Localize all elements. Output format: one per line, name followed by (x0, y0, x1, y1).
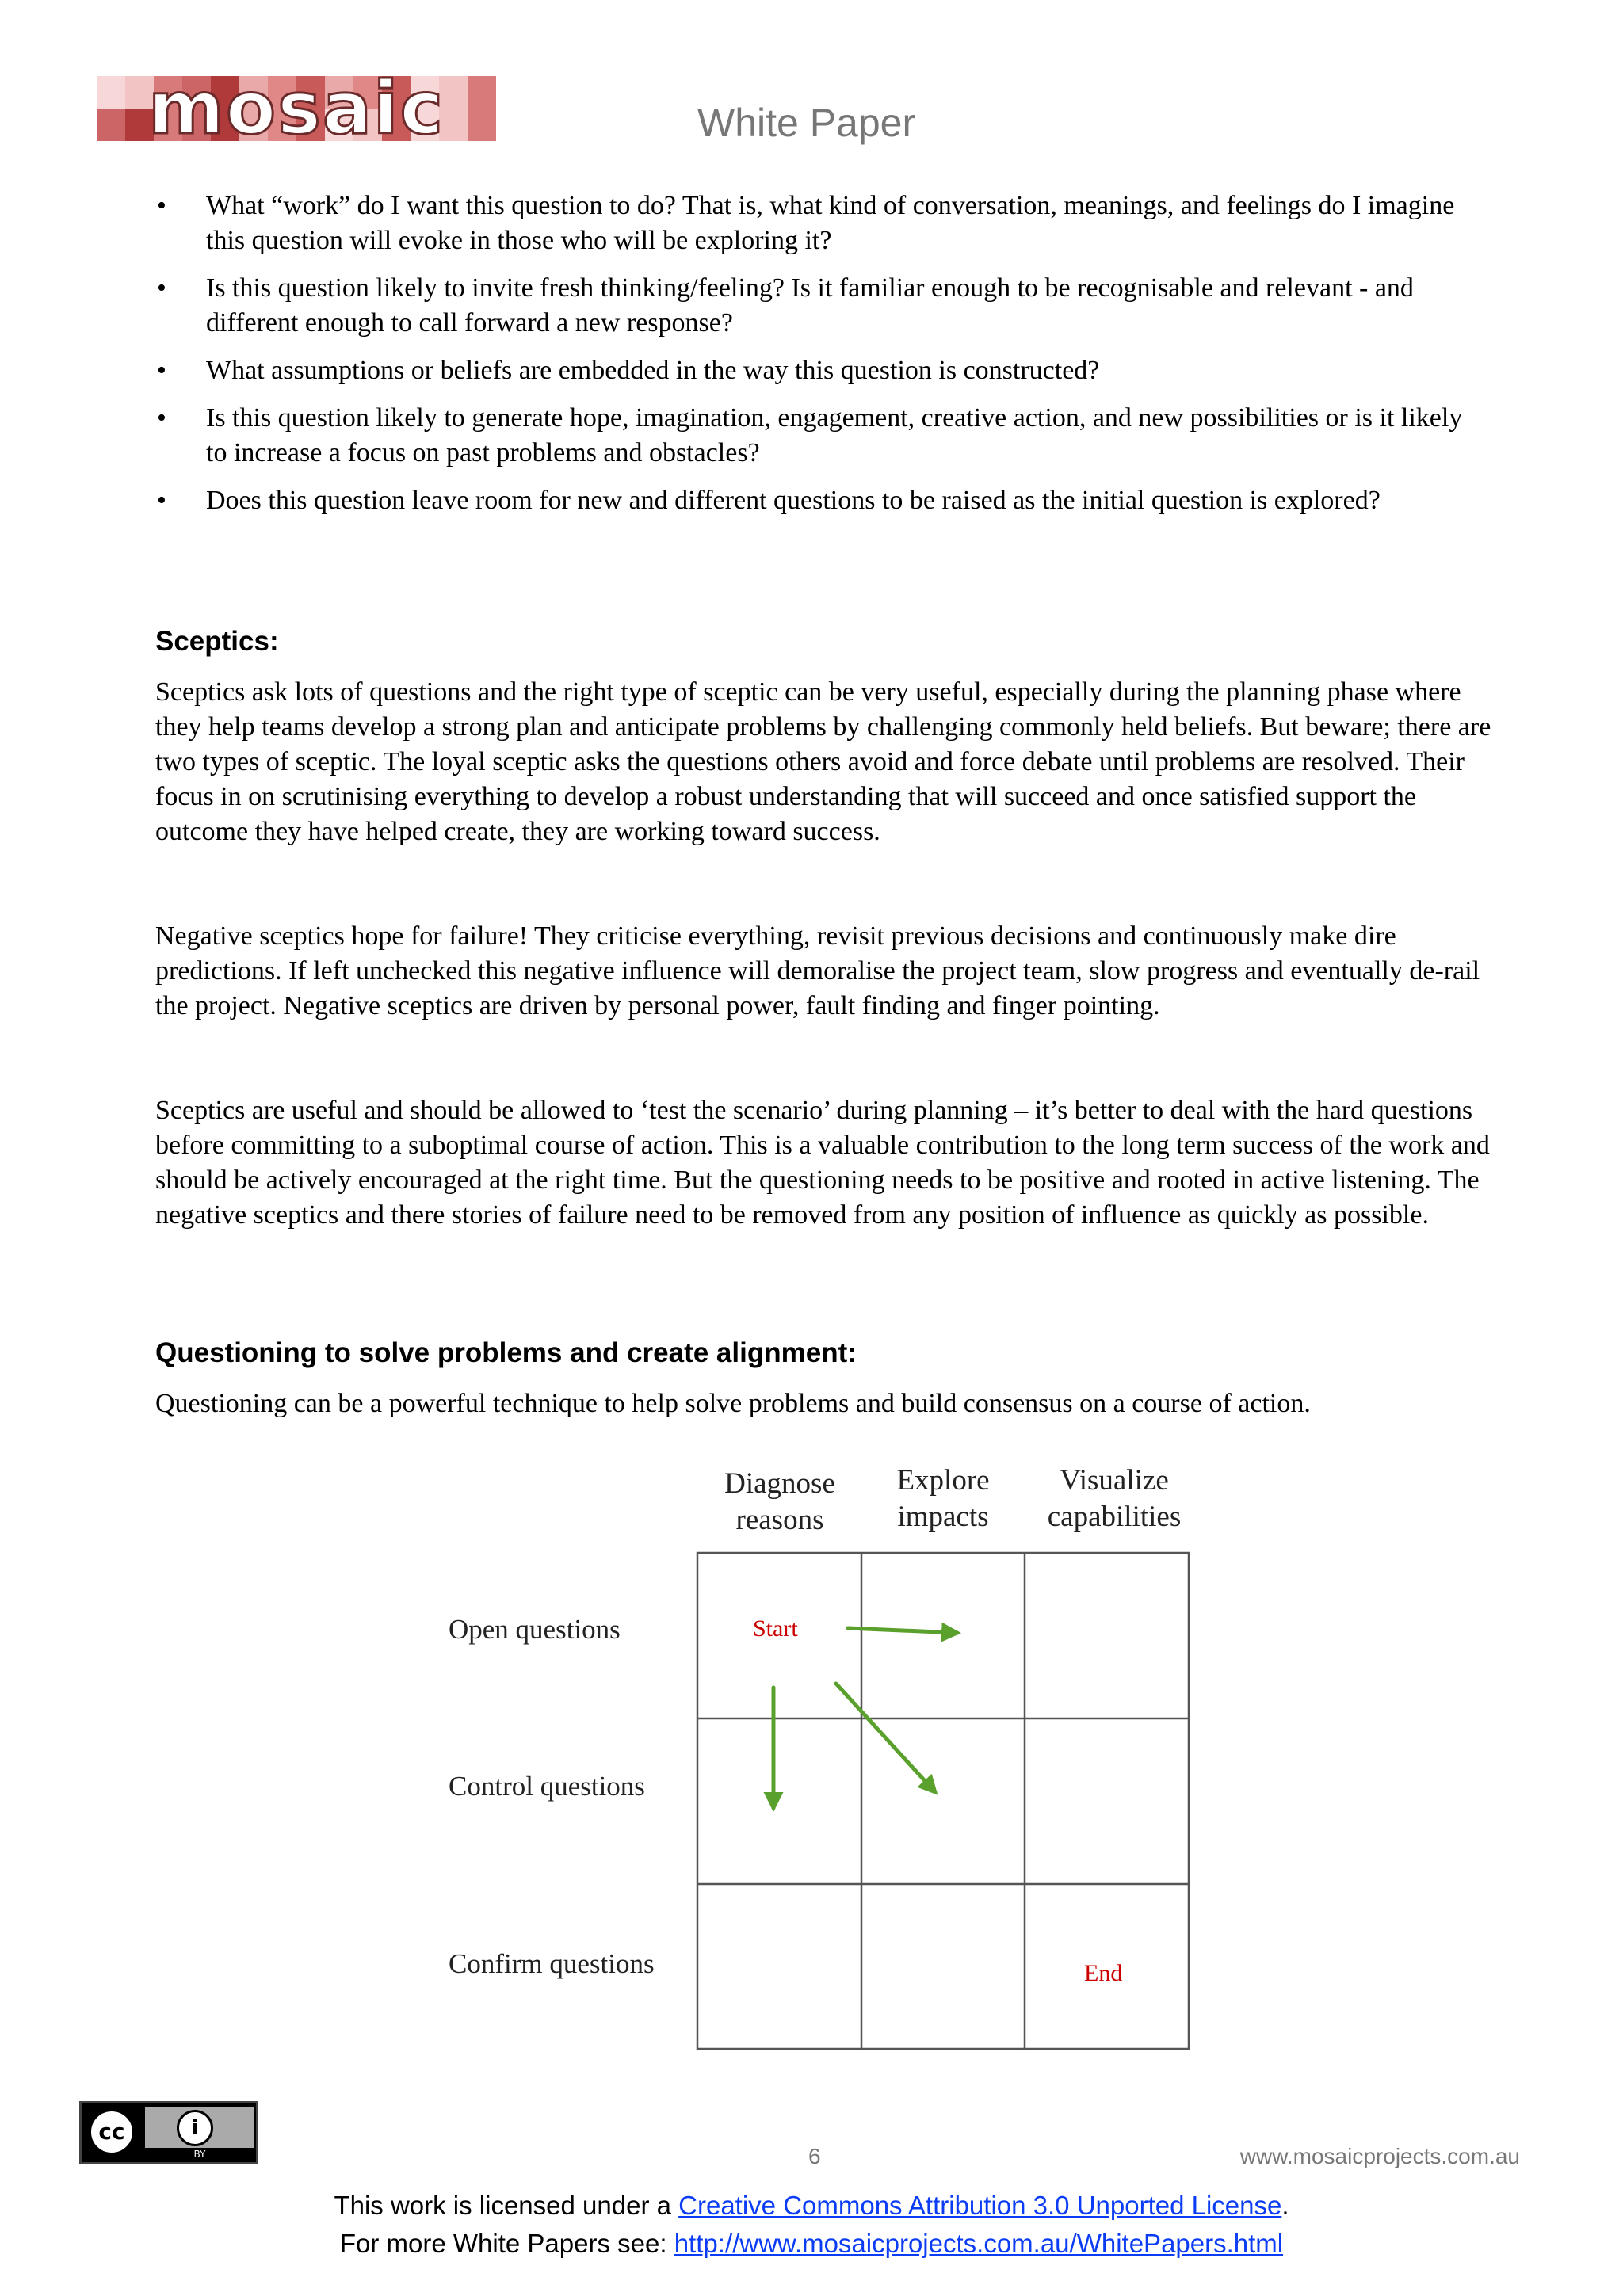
attribution-icon: i (177, 2110, 213, 2146)
column-header-impacts: impacts (897, 1501, 989, 1533)
column-header-explore: Explore (896, 1464, 990, 1497)
list-item: • Is this question likely to generate hope, imagination, engagement, creative action, and new possibilities or is it likely to increase a focus on past problems and obstacles? (206, 401, 1490, 471)
license-line: This work is licensed under a Creative Commons Attribution 3.0 Unported License. (334, 2191, 1289, 2220)
document-type-label: White Paper (697, 101, 916, 145)
row-label-control: Control questions (449, 1771, 645, 1802)
bullet-icon: • (157, 356, 166, 385)
sceptics-heading: Sceptics: (155, 626, 279, 657)
questioning-intro: Questioning can be a powerful technique to help solve problems and build consensus on a course of action. (155, 1389, 1311, 1418)
list-item: • Does this question leave room for new and different questions to be raised as the initial question is explored? (206, 483, 1490, 518)
column-header-visualize: Visualize (1060, 1464, 1169, 1497)
sceptics-paragraph-1: Sceptics ask lots of questions and the right type of sceptic can be very useful, especially during the planning phase where they help teams develop a strong plan and anticipate problems by challenging commonly held beliefs. But beware; there are two types of sceptic. The loyal sceptic asks the questions others avoid and force debate until problems are resolved. Their focus in on scrutinising everything to develop a robust understanding that will succeed and once satisfied support the outcome they have helped create, they are working toward success. (155, 677, 1491, 846)
license-notice (0, 2187, 1623, 2263)
cc-icon: cc (88, 2108, 136, 2156)
license-link[interactable]: Creative Commons Attribution 3.0 Unported License (678, 2191, 1282, 2220)
column-header-capabilities: capabilities (1047, 1501, 1182, 1533)
sceptics-paragraph-3: Sceptics are useful and should be allowed to ‘test the scenario’ during planning – it’s better to deal with the hard questions before committing to a suboptimal course of action. This is a valuable contribution to the long term success of the work and should be actively encouraged at the right time. But the questioning needs to be positive and rooted in active listening. The negative sceptics and there stories of failure need to be removed from any position of influence as quickly as possible. (155, 1096, 1490, 1230)
bullet-icon: • (157, 191, 166, 220)
bullet-icon: • (157, 273, 166, 303)
matrix-grid (697, 1553, 1189, 2049)
list-item: • What “work” do I want this question to do? That is, what kind of conversation, meanings, and feelings do I imagine this question will evoke in those who will be exploring it? (206, 189, 1490, 258)
footer-website: www.mosaicprojects.com.au (1239, 2144, 1520, 2168)
column-header-reasons: reasons (735, 1504, 824, 1536)
by-label: BY (193, 2149, 206, 2160)
list-item: • What assumptions or beliefs are embedded in the way this question is constructed? (206, 353, 1490, 388)
list-item: • Is this question likely to invite fresh thinking/feeling? Is it familiar enough to be recognisable and relevant - and different enough to call forward a new response? (206, 271, 1490, 341)
page-number: 6 (808, 2144, 821, 2168)
row-label-open: Open questions (449, 1614, 621, 1645)
end-label: End (1084, 1960, 1123, 1986)
questioning-heading: Questioning to solve problems and create alignment: (155, 1337, 857, 1368)
row-label-confirm: Confirm questions (449, 1948, 655, 1979)
question-criteria-list (157, 189, 1490, 531)
white-papers-link[interactable]: http://www.mosaicprojects.com.au/WhitePapers.html (674, 2229, 1284, 2258)
column-header-diagnose: Diagnose (724, 1467, 835, 1500)
arrow-right (848, 1628, 957, 1633)
arrow-diagonal (836, 1684, 935, 1792)
more-papers-line: For more White Papers see: http://www.mosaicprojects.com.au/WhitePapers.html (339, 2229, 1284, 2258)
start-label: Start (753, 1615, 798, 1642)
logo-mosaic: mosaic (148, 66, 445, 151)
bullet-icon: • (157, 486, 166, 515)
bullet-icon: • (157, 403, 166, 433)
sceptics-paragraph-2: Negative sceptics hope for failure! They criticise everything, revisit previous decisions and continuously make dire predictions. If left unchecked this negative influence will demoralise the project team, slow progress and eventually de-rail the project. Negative sceptics are driven by personal power, fault finding and finger pointing. (155, 921, 1480, 1020)
creative-commons-badge[interactable] (79, 2101, 258, 2164)
